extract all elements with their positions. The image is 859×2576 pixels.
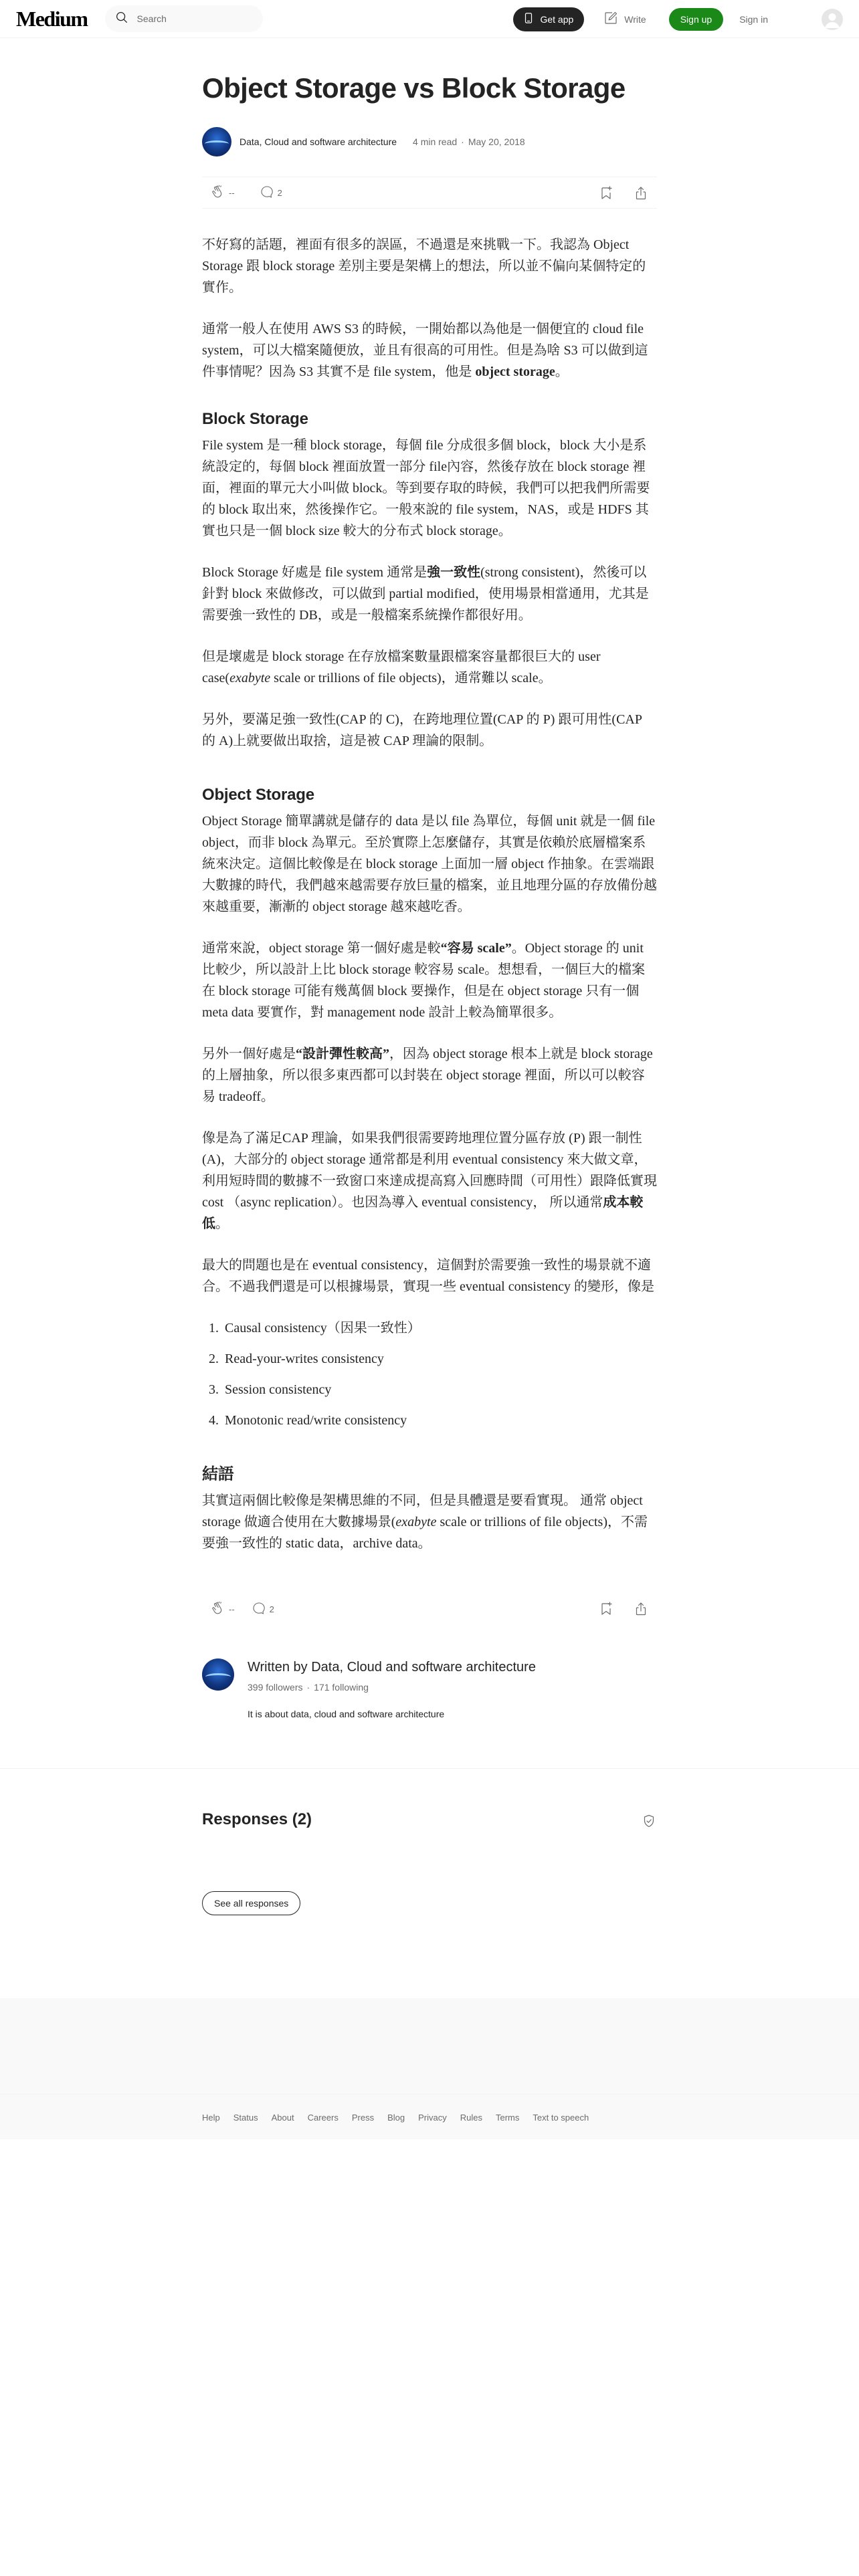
comment-icon [251,1600,267,1618]
paragraph: 不好寫的話題，裡面有很多的誤區，不過還是來挑戰一下。我認為 Object Storage 跟 block storage 差別主要是架構上的想法，所以並不偏向某個特定的實作。 [202,237,646,295]
share-icon[interactable] [633,185,649,205]
sign-up-button[interactable]: Sign up [669,8,723,31]
list-item: 3. Session consistency [222,1379,657,1400]
bottom-action-bar [202,1593,657,1625]
get-app-label: Get app [540,13,574,25]
get-app-button[interactable] [513,7,584,31]
section-heading-conclusion: 結語 [202,1465,234,1483]
footer [0,2094,859,2139]
clap-count: -- [229,1604,235,1614]
comment-count: 2 [269,1604,274,1614]
followers-count[interactable]: 399 followers [248,1682,303,1693]
author-card [202,1658,657,1719]
bookmark-icon[interactable] [598,185,614,205]
bookmark-icon[interactable] [598,1601,614,1620]
comments-button[interactable] [251,1600,274,1618]
section-heading-object-storage: Object Storage [202,786,314,804]
written-by[interactable]: Written by Data, Cloud and software architecture [248,1660,536,1675]
clap-button[interactable] [210,184,235,202]
search-input[interactable] [137,13,251,24]
footer-link-rules[interactable]: Rules [460,2112,482,2123]
write-label: Write [624,13,646,25]
paragraph: Object Storage 簡單講就是儲存的 data 是以 file 為單位，每個 unit 就是一個 file object，而非 block 為單元。至於實際上怎麼儲存，其實是依賴於底層檔案系統來決定。這個比較像是在 block storage 上面加一層 object 作抽象。在雲端跟大數據的時代，我們越來越需要存放巨量的檔案，並且地理分區的存放備份越來越重要，漸漸的 object storage 越來越吃香。 [202,814,657,914]
footer-link-status[interactable]: Status [233,2112,258,2123]
article-action-bar [202,177,657,209]
paragraph: 另外一個好處是“設計彈性較高”，因為 object storage 根本上就是 block storage 的上層抽象，所以很多東西都可以封裝在 object storage 裡面，所以可以較容易 tradeoff。 [202,1047,653,1104]
see-all-responses-button[interactable]: See all responses [202,1891,300,1915]
medium-logo[interactable]: Medium [16,6,88,31]
clap-icon [210,184,226,202]
nav-right [513,0,843,38]
comments-button[interactable] [259,184,282,202]
section-divider [0,1768,859,1769]
author-card-avatar[interactable] [202,1658,234,1691]
author-name[interactable]: Data, Cloud and software architecture [240,136,397,147]
author-card-info [248,1658,536,1719]
byline [202,127,657,156]
read-time: 4 min read [413,136,458,147]
following-count[interactable]: 171 following [314,1682,369,1693]
paragraph: 通常來說，object storage 第一個好處是較“容易 scale”。Object storage 的 unit 比較少，所以設計上比 block storage 較容易 scale。想想看，一個巨大的檔案在 block storage 可能有幾萬個 block 要操作，但是在 object storage 只有一個 meta data 要實作，對 management node 設計上較為簡單很多。 [202,941,646,1020]
comment-count: 2 [277,187,282,198]
footer-links [202,2095,657,2140]
follow-stats: 399 followers · 171 following [248,1682,369,1693]
footer-link-text-to-speech[interactable]: Text to speech [533,2112,589,2123]
footer-link-about[interactable]: About [271,2112,294,2123]
action-bar-right [579,185,649,205]
comment-icon [259,184,275,202]
paragraph: 另外，要滿足強一致性(CAP 的 C)，在跨地理位置(CAP 的 P) 跟可用性(CAP 的 A)上就要做出取捨，這是被 CAP 理論的限制。 [202,712,642,748]
consistency-list [222,1317,657,1431]
footer-link-privacy[interactable]: Privacy [418,2112,447,2123]
clap-button[interactable] [210,1600,235,1618]
paragraph: Block Storage 好處是 file system 通常是強一致性(strong consistent)，然後可以針對 block 來做修改，可以做到 partial modified，使用場景相當通用，尤其是需要強一致性的 DB，或是一般檔案系統操作都很好用。 [202,565,649,623]
user-avatar-icon[interactable] [822,9,843,30]
footer-link-careers[interactable]: Careers [307,2112,339,2123]
article-title: Object Storage vs Block Storage [202,72,626,104]
search-icon [114,10,129,28]
footer-link-blog[interactable]: Blog [387,2112,405,2123]
footer-link-press[interactable]: Press [351,2112,375,2123]
search-box[interactable] [105,5,263,32]
footer-link-help[interactable]: Help [202,2112,220,2123]
clap-count: -- [229,187,235,198]
article [202,71,657,1719]
paragraph: 通常一般人在使用 AWS S3 的時候，一開始都以為他是一個便宜的 cloud file system，可以大檔案隨便放，並且有很高的可用性。但是為啥 S3 可以做到這件事情呢？因為 S3 其實不是 file system，他是 object storage。 [202,322,648,379]
paragraph: 其實這兩個比較像是架構思維的不同，但是具體還是要看實現。 通常 object storage 做適合使用在大數據場景(exabyte scale or trillions of file objects)，不需要強一致性的 static data，archive data。 [202,1493,648,1551]
bottom-action-bar-right [579,1601,649,1620]
share-icon[interactable] [633,1601,649,1620]
publish-date: May 20, 2018 [468,136,525,147]
recommendations-band [0,1998,859,2094]
section-heading-block-storage: Block Storage [202,410,308,428]
responses-section [202,1810,657,1915]
clap-icon [210,1600,226,1618]
article-body [202,234,657,1554]
shield-icon[interactable] [641,1813,657,1832]
paragraph: File system 是一種 block storage，每個 file 分成很多個 block，block 大小是系統設定的，每個 block 裡面放置一部分 file內容，然後存放在 block storage 裡面，裡面的單元大小叫做 block。等到要存取的時候，我們可以把我們所需要的 block 取出來，然後操作它。一般來說的 file system，NAS，或是 HDFS 其實也只是一個 block size 較大的分布式 block storage。 [202,438,650,538]
author-bio: It is about data, cloud and software architecture [248,1709,445,1719]
phone-icon [522,12,540,26]
list-item: 2. Read-your-writes consistency [222,1348,657,1370]
top-nav [0,0,859,38]
list-item: 4. Monotonic read/write consistency [222,1410,657,1431]
write-icon [603,10,624,28]
list-item: 1. Causal consistency（因果一致性） [222,1317,657,1339]
paragraph: 像是為了滿足CAP 理論，如果我們很需要跨地理位置分區存放 (P) 跟一制性 (A)，大部分的 object storage 通常都是利用 eventual consistency 來大做文章，利用短時間的數據不一致窗口來達成提高寫入回應時間（可用性）跟降低實現 cost （async replication）。也因為導入 eventual consistency， 所以通常成本較低。 [202,1131,657,1231]
footer-link-terms[interactable]: Terms [495,2112,520,2123]
paragraph: 最大的問題也是在 eventual consistency，這個對於需要強一致性的場景就不適合。不過我們還是可以根據場景，實現一些 eventual consistency 的變形，像是 [202,1258,655,1294]
responses-title: Responses (2) [202,1810,312,1828]
article-meta: 4 min read · May 20, 2018 [413,136,525,147]
author-avatar[interactable] [202,127,231,156]
write-button[interactable] [603,10,646,28]
paragraph: 但是壞處是 block storage 在存放檔案數量跟檔案容量都很巨大的 user case(exabyte scale or trillions of file objects)，通常難以 scale。 [202,649,601,685]
sign-in-link[interactable]: Sign in [739,13,768,25]
